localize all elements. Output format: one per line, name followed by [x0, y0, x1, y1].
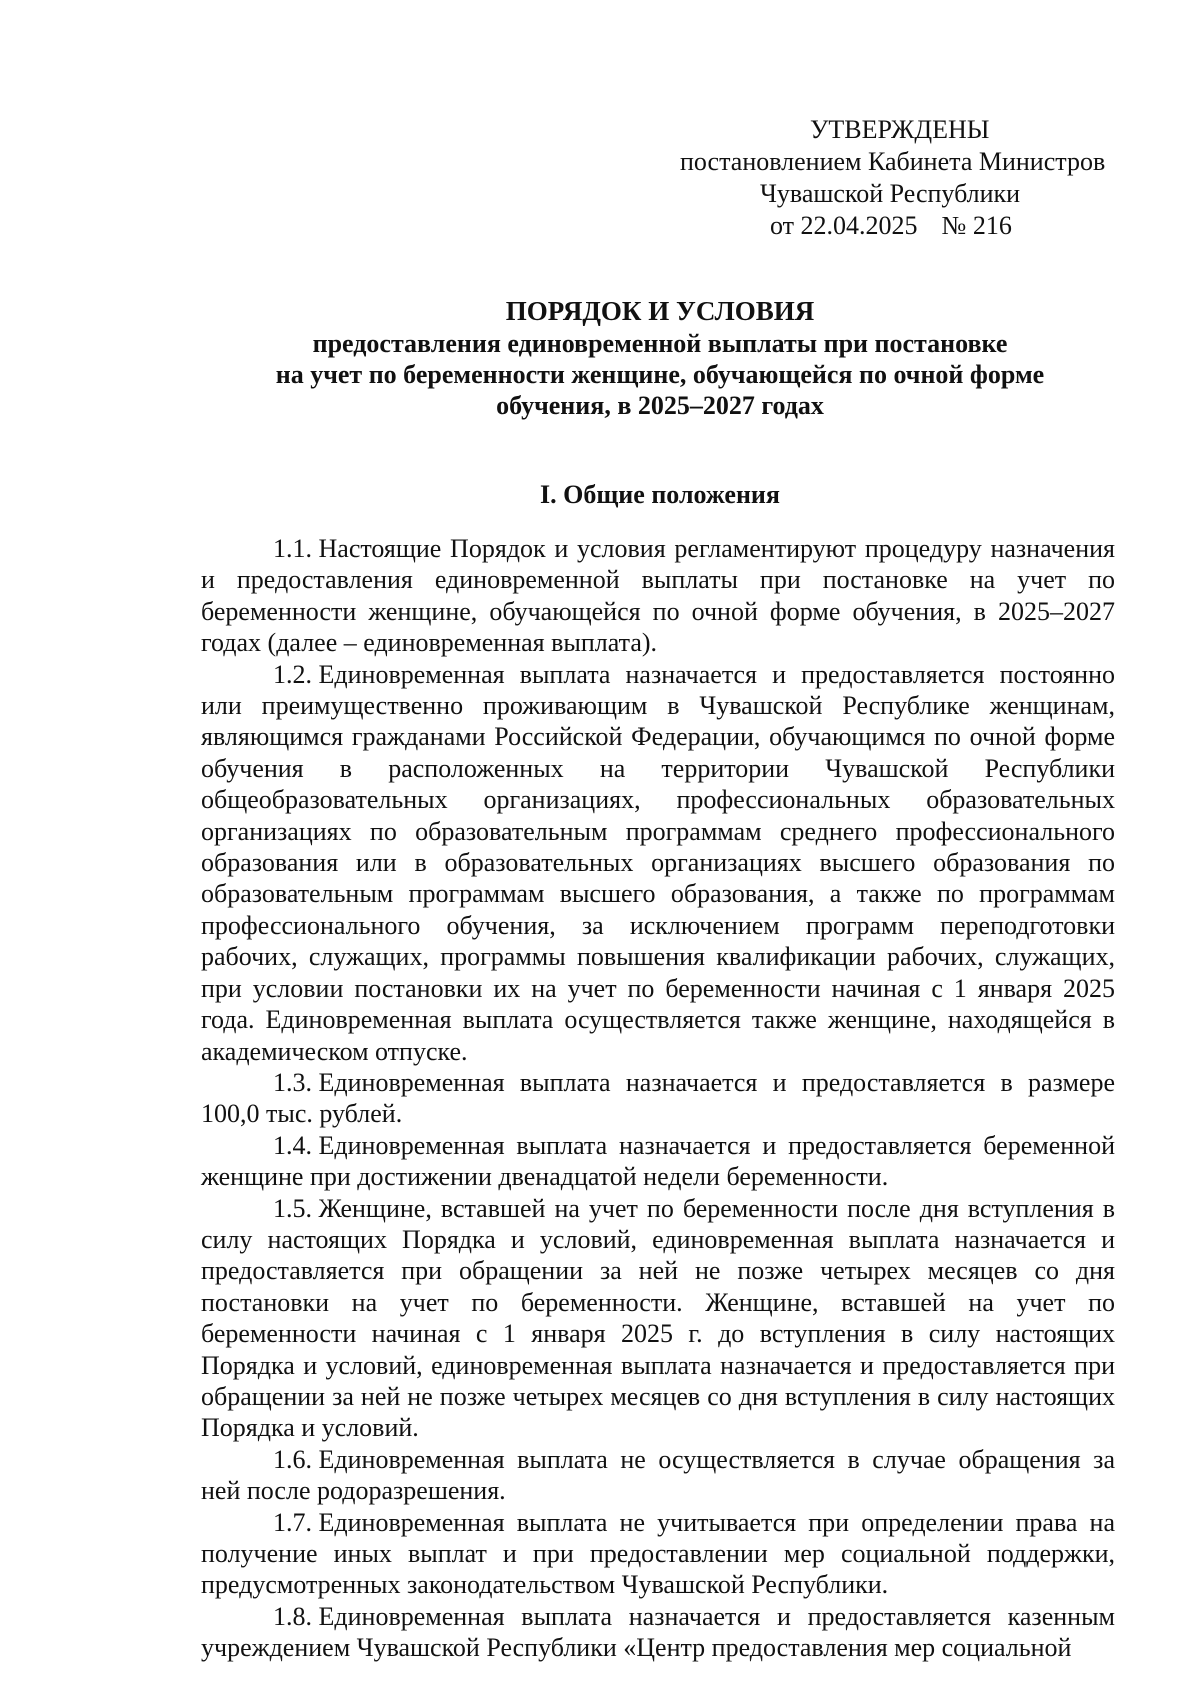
paragraph-text: Единовременная выплата назначается и предоставляется казенным учреждением Чувашской Республики «Центр предоставления мер социальной	[201, 1601, 1115, 1663]
paragraph-1-4	[201, 1130, 1115, 1193]
paragraph-number: 1.4.	[273, 1130, 312, 1160]
title-line-1: предоставления единовременной выплаты при постановке	[312, 329, 1008, 358]
paragraph-1-6	[201, 1444, 1115, 1507]
approval-date: от 22.04.2025	[770, 211, 918, 240]
title-line-3: обучения, в 2025–2027 годах	[496, 391, 824, 420]
approval-date-number	[660, 210, 1130, 242]
paragraph-number: 1.7.	[273, 1507, 312, 1537]
approval-republic: Чувашской Республики	[760, 179, 1021, 208]
paragraph-number: 1.3.	[273, 1067, 312, 1097]
paragraph-text: Женщине, вставшей на учет по беременности после дня вступления в силу настоящих Порядка и условий, единовременная выплата назначается и предоставляется при обращении за ней не позже четырех месяцев со дня постановки на учет по беременности. Женщине, вставшей на учет по беременности начиная с 1 января 2025 г. до вступления в силу настоящих Порядка и условий, единовременная выплата назначается и предоставляется при обращении за ней не позже четырех месяцев со дня вступления в силу настоящих Порядка и условий.	[201, 1193, 1115, 1443]
paragraph-number: 1.2.	[273, 659, 312, 689]
document-title	[200, 296, 1120, 421]
approval-issuer: постановлением Кабинета Министров	[680, 147, 1106, 176]
paragraph-text: Единовременная выплата назначается и предоставляется постоянно или преимущественно проживающим в Чувашской Республике женщинам, являющимся гражданами Российской Федерации, обучающимся по очной форме обучения в расположенных на территории Чувашской Республики общеобразовательных организациях, профессиональных образовательных организациях по образовательным программам среднего профессионального образования или в образовательных организациях высшего образования по образовательным программам высшего образования, а также по программам профессионального обучения, за исключением программ переподготовки рабочих, служащих, программы повышения квалификации рабочих, служащих, при условии постановки их на учет по беременности начиная с 1 января 2025 года. Единовременная выплата осуществляется также женщине, находящейся в академическом отпуске.	[201, 659, 1115, 1066]
paragraph-text: Единовременная выплата не осуществляется в случае обращения за ней после родоразрешения.	[201, 1444, 1115, 1506]
paragraph-text: Настоящие Порядок и условия регламентируют процедуру назначения и предоставления единовременной выплаты при постановке на учет по беременности женщине, обучающейся по очной форме обучения, в 2025–2027 годах (далее – единовременная выплата).	[201, 534, 1115, 658]
paragraph-1-1	[201, 533, 1115, 659]
paragraph-1-2	[201, 659, 1115, 1067]
approval-heading: УТВЕРЖДЕНЫ	[810, 115, 990, 144]
paragraph-1-5	[201, 1193, 1115, 1444]
paragraph-number: 1.5.	[273, 1193, 312, 1223]
paragraph-1-7	[201, 1507, 1115, 1601]
document-body	[201, 533, 1115, 1664]
title-main: ПОРЯДОК И УСЛОВИЯ	[505, 296, 815, 326]
paragraph-number: 1.1.	[273, 534, 312, 563]
approval-number: № 216	[941, 211, 1012, 240]
paragraph-text: Единовременная выплата не учитывается при определении права на получение иных выплат и при предоставлении мер социальной поддержки, предусмотренных законодательством Чувашской Республики.	[201, 1507, 1115, 1600]
paragraph-text: Единовременная выплата назначается и предоставляется в размере 100,0 тыс. рублей.	[201, 1067, 1115, 1129]
paragraph-text: Единовременная выплата назначается и предоставляется беременной женщине при достижении двенадцатой недели беременности.	[201, 1130, 1115, 1192]
section-heading: I. Общие положения	[540, 480, 780, 509]
paragraph-number: 1.8.	[273, 1601, 312, 1631]
paragraph-number: 1.6.	[273, 1444, 312, 1474]
approval-stamp	[660, 114, 1130, 242]
title-line-2: на учет по беременности женщине, обучающейся по очной форме	[275, 360, 1045, 389]
paragraph-1-3	[201, 1067, 1115, 1130]
paragraph-1-8	[201, 1601, 1115, 1664]
